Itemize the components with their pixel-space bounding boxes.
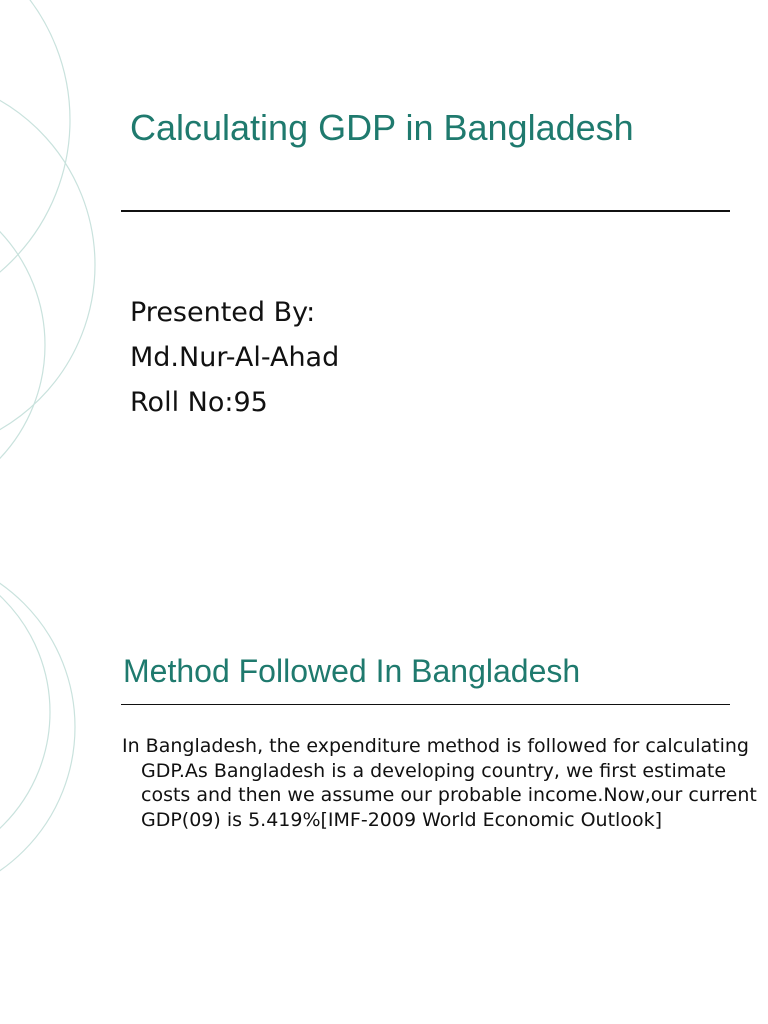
decorative-arcs (0, 0, 160, 512)
presenter-line: Roll No:95 (130, 387, 268, 418)
presenter-line: Md.Nur-Al-Ahad (130, 342, 340, 373)
body-paragraph: In Bangladesh, the expenditure method is followed for calculating GDP.As Bangladesh is a developing country, we first estimate costs and then we assume our probable income.Now,our current GDP(09) is 5.419%[IMF-2009 World Economic Outlook] (122, 735, 757, 831)
presenter-line: Presented By: (130, 297, 316, 328)
title-divider (121, 704, 730, 705)
slide-title: Calculating GDP in Bangladesh (130, 107, 634, 148)
title-divider (121, 210, 730, 212)
presenter-info (130, 290, 339, 425)
slide-2 (0, 512, 768, 1024)
slide-title: Method Followed In Bangladesh (123, 653, 581, 689)
